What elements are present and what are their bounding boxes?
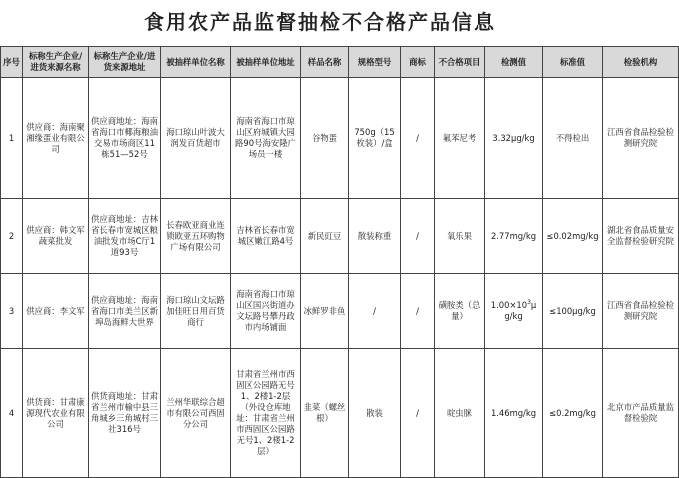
test-value bbox=[485, 274, 543, 349]
brand: / bbox=[401, 199, 435, 274]
failed-item: 氟苯尼考 bbox=[435, 78, 485, 199]
source-name: 供货商：甘肃康源现代农业有限公司 bbox=[23, 349, 89, 478]
standard-value: ≤0.2mg/kg bbox=[543, 349, 603, 478]
source-name: 供应商：韩文军蔬菜批发 bbox=[23, 199, 89, 274]
inspection-agency: 江西省食品检验检测研究院 bbox=[603, 78, 679, 199]
header-cell: 被抽样单位名称 bbox=[161, 47, 231, 78]
brand: / bbox=[401, 78, 435, 199]
sample-name: 谷物蛋 bbox=[301, 78, 349, 199]
sampled-unit-address: 甘肃省兰州市西固区公园路无号1、2楼1-2层（外设仓库地址：甘肃省兰州市西固区公园路无号1、2楼1-2层） bbox=[231, 349, 301, 478]
source-address: 供货商地址：甘肃省兰州市榆中县三角城乡三角城村三社316号 bbox=[89, 349, 161, 478]
test-value: 1.46mg/kg bbox=[485, 349, 543, 478]
source-address: 供应商地址：海南省海口市椰海粮油交易市场商区11栋51—52号 bbox=[89, 78, 161, 199]
sampled-unit-name: 海口琼山文坛路加佳旺日用百货商行 bbox=[161, 274, 231, 349]
standard-value: 不得检出 bbox=[543, 78, 603, 199]
table-row bbox=[1, 349, 679, 478]
table-row bbox=[1, 274, 679, 349]
inspection-agency: 江西省食品检验检测研究院 bbox=[603, 274, 679, 349]
standard-value: ≤100μg/kg bbox=[543, 274, 603, 349]
inspection-agency: 湖北省食品质量安全监督检验研究院 bbox=[603, 199, 679, 274]
failed-item: 啶虫脒 bbox=[435, 349, 485, 478]
test-value-unit: μg/kg bbox=[504, 300, 537, 321]
row-number: 4 bbox=[1, 349, 23, 478]
row-number: 1 bbox=[1, 78, 23, 199]
sampled-unit-address: 吉林省长春市宽城区嫩江路4号 bbox=[231, 199, 301, 274]
spec: 散装称重 bbox=[349, 199, 401, 274]
table-row bbox=[1, 78, 679, 199]
inspection-agency: 北京市产品质量监督检验院 bbox=[603, 349, 679, 478]
brand: / bbox=[401, 274, 435, 349]
header-cell: 被抽样单位地址 bbox=[231, 47, 301, 78]
source-name: 供应商：李文军 bbox=[23, 274, 89, 349]
table-row bbox=[1, 199, 679, 274]
test-value: 3.32μg/kg bbox=[485, 78, 543, 199]
spec: 750g（15枚装）/盒 bbox=[349, 78, 401, 199]
test-value: 2.77mg/kg bbox=[485, 199, 543, 274]
source-name: 供应商：海南聚湘缘蛋业有限公司 bbox=[23, 78, 89, 199]
spec: / bbox=[349, 274, 401, 349]
header-cell: 标准值 bbox=[543, 47, 603, 78]
header-cell: 样品名称 bbox=[301, 47, 349, 78]
results-table bbox=[0, 46, 679, 478]
header-cell: 不合格项目 bbox=[435, 47, 485, 78]
row-number: 2 bbox=[1, 199, 23, 274]
sample-name: 冰鲜罗非鱼 bbox=[301, 274, 349, 349]
header-cell: 标称生产企业/进货来源地址 bbox=[89, 47, 161, 78]
spec: 散装 bbox=[349, 349, 401, 478]
sampled-unit-address: 海南省海口市琼山区府城镇大园路90号海安隆广场员一楼 bbox=[231, 78, 301, 199]
sampled-unit-address: 海南省海口市琼山区国兴街道办文坛路号攀丹政市内场铺面 bbox=[231, 274, 301, 349]
source-address: 供应商地址：海南省海口市美兰区新埠岛海鲜大世界 bbox=[89, 274, 161, 349]
standard-value: ≤0.02mg/kg bbox=[543, 199, 603, 274]
table-header-row bbox=[1, 47, 679, 78]
row-number: 3 bbox=[1, 274, 23, 349]
header-cell: 规格型号 bbox=[349, 47, 401, 78]
sampled-unit-name: 兰州华联综合超市有限公司西固分公司 bbox=[161, 349, 231, 478]
test-value-exponent: 3 bbox=[527, 299, 531, 307]
header-cell: 检测值 bbox=[485, 47, 543, 78]
sample-name: 韭菜（螺丝根） bbox=[301, 349, 349, 478]
page-title: 食用农产品监督抽检不合格产品信息 bbox=[144, 10, 496, 34]
header-cell: 商标 bbox=[401, 47, 435, 78]
failed-item: 磺胺类（总量） bbox=[435, 274, 485, 349]
header-cell: 检验机构 bbox=[603, 47, 679, 78]
source-address: 供应商地址：吉林省长春市宽城区粮油批发市场C厅1道93号 bbox=[89, 199, 161, 274]
sample-name: 新民豇豆 bbox=[301, 199, 349, 274]
sampled-unit-name: 长春欧亚商业连锁欧亚五环购物广场有限公司 bbox=[161, 199, 231, 274]
header-cell: 标称生产企业/进货来源名称 bbox=[23, 47, 89, 78]
header-cell: 序号 bbox=[1, 47, 23, 78]
brand: / bbox=[401, 349, 435, 478]
test-value-main: 1.00×10 bbox=[490, 300, 528, 310]
sampled-unit-name: 海口琼山叶波大润发百货超市 bbox=[161, 78, 231, 199]
failed-item: 氧乐果 bbox=[435, 199, 485, 274]
